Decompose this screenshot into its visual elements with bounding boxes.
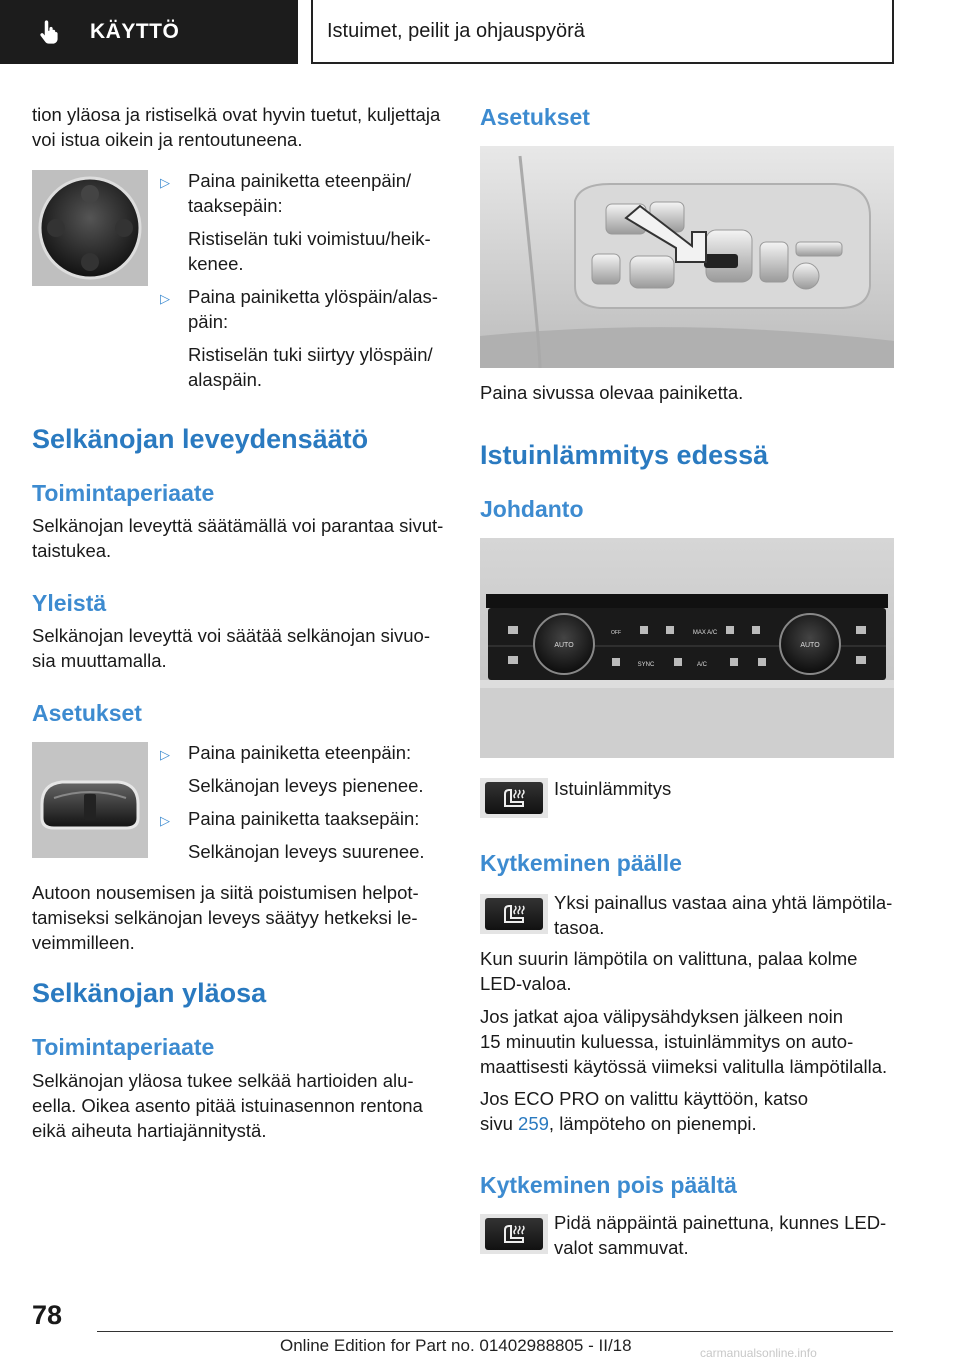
svg-text:MAX A/C: MAX A/C — [692, 630, 718, 636]
width-principle-text: Selkänojan leveyttä säätämällä voi parantaa sivut- taistukea. — [32, 515, 444, 561]
page-link[interactable]: 259 — [518, 1113, 549, 1134]
width-general-text: Selkänojan leveyttä voi säätää selkänojan sivuo- sia muuttamalla. — [32, 625, 430, 671]
watermark: carmanualsonline.info — [700, 1346, 817, 1360]
heating-heading: Istuinlämmitys edessä — [480, 440, 769, 470]
width-heading: Selkänojan leveydensäätö — [32, 424, 369, 454]
edition-text: Online Edition for Part no. 01402988805 - II/18 — [280, 1336, 632, 1355]
step-triangle-icon: ▷ — [160, 747, 170, 762]
svg-text:OFF: OFF — [611, 630, 621, 636]
svg-text:AUTO: AUTO — [554, 642, 574, 649]
seat-controls-image — [480, 146, 894, 368]
upper-principle-heading: Toimintaperiaate — [32, 1034, 215, 1060]
settings-caption: Paina sivussa olevaa painiketta. — [480, 382, 744, 403]
lumbar-steps: ▷ Paina painiketta eteenpäin/ taaksepäin: Ristiselän tuki voimistuu/heik- kenee. ▷ Paina painiketta ylöspäin/alas- päin: Ristiselän tuki siirtyy ylöspäin/ alaspäin. — [160, 170, 438, 390]
section-tab-label: KÄYTTÖ — [90, 20, 180, 43]
page-number: 78 — [32, 1300, 63, 1330]
climate-panel-image — [480, 538, 894, 758]
footer-divider — [97, 1331, 893, 1332]
section-tab[interactable] — [0, 0, 298, 64]
on-paragraph-3: Jos ECO PRO on valittu käyttöön, katso sivu 259, lämpöteho on pienempi. — [480, 1088, 809, 1134]
width-principle-heading: Toimintaperiaate — [32, 480, 215, 506]
width-note: Autoon nousemisen ja siitä poistumisen helpot- tamiseksi selkänojan leveys säätyy hetkeksi le- veimmilleen. — [32, 882, 419, 953]
svg-text:A/C: A/C — [696, 662, 708, 668]
seat-heating-button-image — [480, 778, 548, 818]
chapter-title: Istuimet, peilit ja ohjauspyörä — [311, 0, 894, 64]
width-general-heading: Yleistä — [32, 590, 107, 616]
seat-heating-icon — [499, 1222, 529, 1246]
seat-heating-button-image — [480, 1214, 548, 1254]
on-heading: Kytkeminen päälle — [480, 850, 682, 876]
seat-heating-button-image — [480, 894, 548, 934]
lumbar-button-image — [32, 170, 148, 286]
upper-principle-text: Selkänojan yläosa tukee selkää hartioiden alu- eella. Oikea asento pitää istuinasennon rentona eikä aiheuta hartiajännitystä. — [32, 1070, 423, 1141]
svg-text:SYNC: SYNC — [637, 662, 655, 668]
seat-heating-icon — [499, 902, 529, 926]
off-text: Pidä näppäintä painettuna, kunnes LED- valot sammuvat. — [554, 1212, 887, 1258]
seat-heating-icon — [499, 786, 529, 810]
width-steps: ▷ Paina painiketta eteenpäin: Selkänojan leveys pienenee. ▷ Paina painiketta taaksepäin: Selkänojan leveys suurenee. — [160, 742, 425, 862]
svg-text:AUTO: AUTO — [800, 642, 820, 649]
intro-heading: Johdanto — [480, 496, 584, 522]
upper-heading: Selkänojan yläosa — [32, 978, 267, 1008]
width-settings-heading: Asetukset — [32, 700, 142, 726]
settings-heading: Asetukset — [480, 104, 590, 130]
step-triangle-icon: ▷ — [160, 291, 170, 306]
step-triangle-icon: ▷ — [160, 175, 170, 190]
seat-heating-label: Istuinlämmitys — [554, 778, 672, 799]
hand-pointer-icon — [36, 18, 64, 46]
on-paragraph-2: Jos jatkat ajoa välipysähdyksen jälkeen noin 15 minuutin kuluessa, istuinlämmitys on auto- maattisesti käytössä viimeksi valitulla lämpötilalla. — [480, 1006, 888, 1077]
on-text: Yksi painallus vastaa aina yhtä lämpötila- tasoa. — [554, 892, 893, 938]
on-paragraph-1: Kun suurin lämpötila on valittuna, palaa kolme LED-valoa. — [480, 948, 858, 994]
step-triangle-icon: ▷ — [160, 813, 170, 828]
intro-paragraph: tion yläosa ja ristiselkä ovat hyvin tuetut, kuljettaja voi istua oikein ja rentoutuneena. — [32, 104, 441, 150]
off-heading: Kytkeminen pois päältä — [480, 1172, 737, 1198]
width-button-image — [32, 742, 148, 858]
